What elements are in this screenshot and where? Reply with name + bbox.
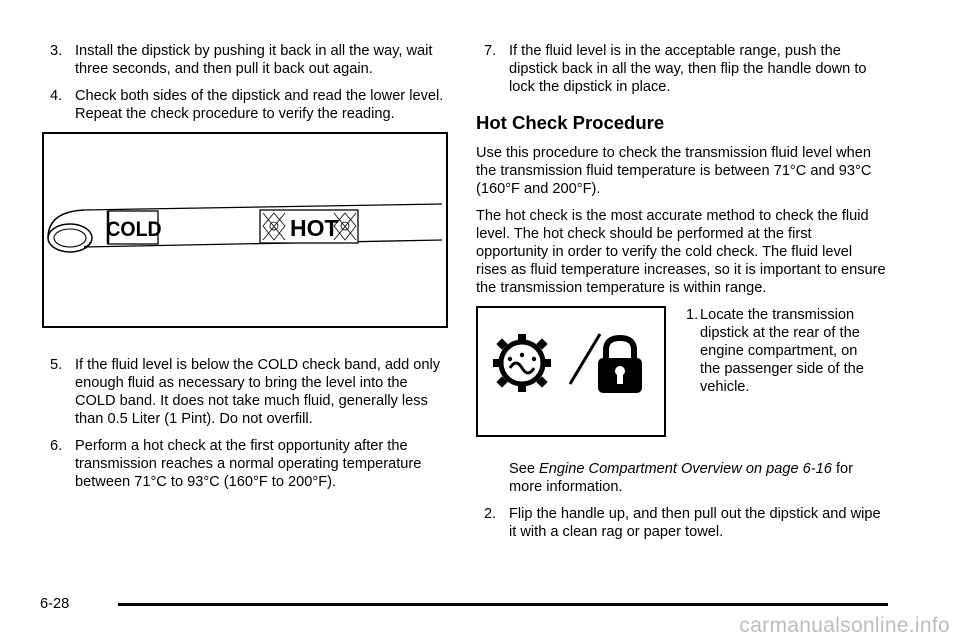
cold-label: COLD — [106, 218, 162, 242]
right-column — [476, 42, 886, 550]
list-item — [42, 437, 450, 491]
footer-rule — [118, 603, 888, 606]
item-number: 1. — [686, 307, 699, 323]
item-number: 5. — [50, 357, 63, 373]
left-column — [42, 42, 450, 500]
list-item — [476, 42, 886, 96]
list-item — [42, 87, 450, 123]
item-text: Check both sides of the dipstick and read the lower level. Repeat the check procedure to verify the reading. — [75, 88, 444, 122]
dipstick-illustration — [42, 132, 448, 328]
paragraph: The hot check is the most accurate method to check the fluid level. The hot check should be performed at the first opportunity in order to verify the cold check. The fluid level rises as fluid temperature increases, so it is important to ensure the transmission temperature is within range. — [476, 208, 886, 296]
transmission-lock-illustration — [476, 306, 666, 437]
item-text: Locate the transmission dipstick at the rear of the engine compartment, on the passenger side of the vehicle. — [700, 307, 864, 395]
item-number: 4. — [50, 88, 63, 104]
see-prefix: See — [509, 461, 535, 477]
item-number: 2. — [484, 506, 497, 522]
transmission-figure-block — [476, 306, 886, 444]
item-text: Flip the handle up, and then pull out the dipstick and wipe it with a clean rag or paper towel. — [509, 506, 881, 540]
gear-icon — [493, 334, 551, 392]
list-item — [476, 505, 886, 541]
item-number: 3. — [50, 43, 63, 59]
item-number: 7. — [484, 43, 497, 59]
item-text: Install the dipstick by pushing it back in all the way, wait three seconds, and then pull it back out again. — [75, 43, 433, 77]
item-text: Perform a hot check at the first opportunity after the transmission reaches a normal operating temperature between 71°C to 93°C (160°F to 200°F). — [75, 438, 422, 490]
item-text: If the fluid level is below the COLD check band, add only enough fluid as necessary to bring the level into the COLD band. It does not take much fluid, generally less than 0.5 Liter (1 Pint). Do not overfill. — [75, 357, 441, 427]
slash-divider — [570, 334, 600, 384]
page-number: 6-28 — [40, 596, 70, 612]
cross-reference-link[interactable]: Engine Compartment Overview on page 6-16 — [539, 461, 832, 477]
list-item — [42, 356, 450, 428]
dipstick-drawing — [44, 134, 446, 326]
cross-reference — [476, 460, 886, 496]
list-item — [42, 42, 450, 78]
paragraph: Use this procedure to check the transmission fluid level when the transmission fluid temperature is between 71°C and 93°C (160°F and 200°F). — [476, 145, 872, 197]
list-item — [676, 306, 876, 396]
lock-icon — [598, 338, 642, 393]
see-suffix: for more information. — [509, 461, 853, 495]
hot-label: HOT — [290, 215, 339, 241]
item-number: 6. — [50, 438, 63, 454]
item-text: If the fluid level is in the acceptable range, push the dipstick back in all the way, then flip the handle down to lock the dipstick in place. — [509, 43, 867, 95]
watermark: carmanualsonline.info — [739, 614, 950, 637]
section-heading: Hot Check Procedure — [476, 112, 665, 133]
step-beside-figure — [676, 306, 876, 405]
